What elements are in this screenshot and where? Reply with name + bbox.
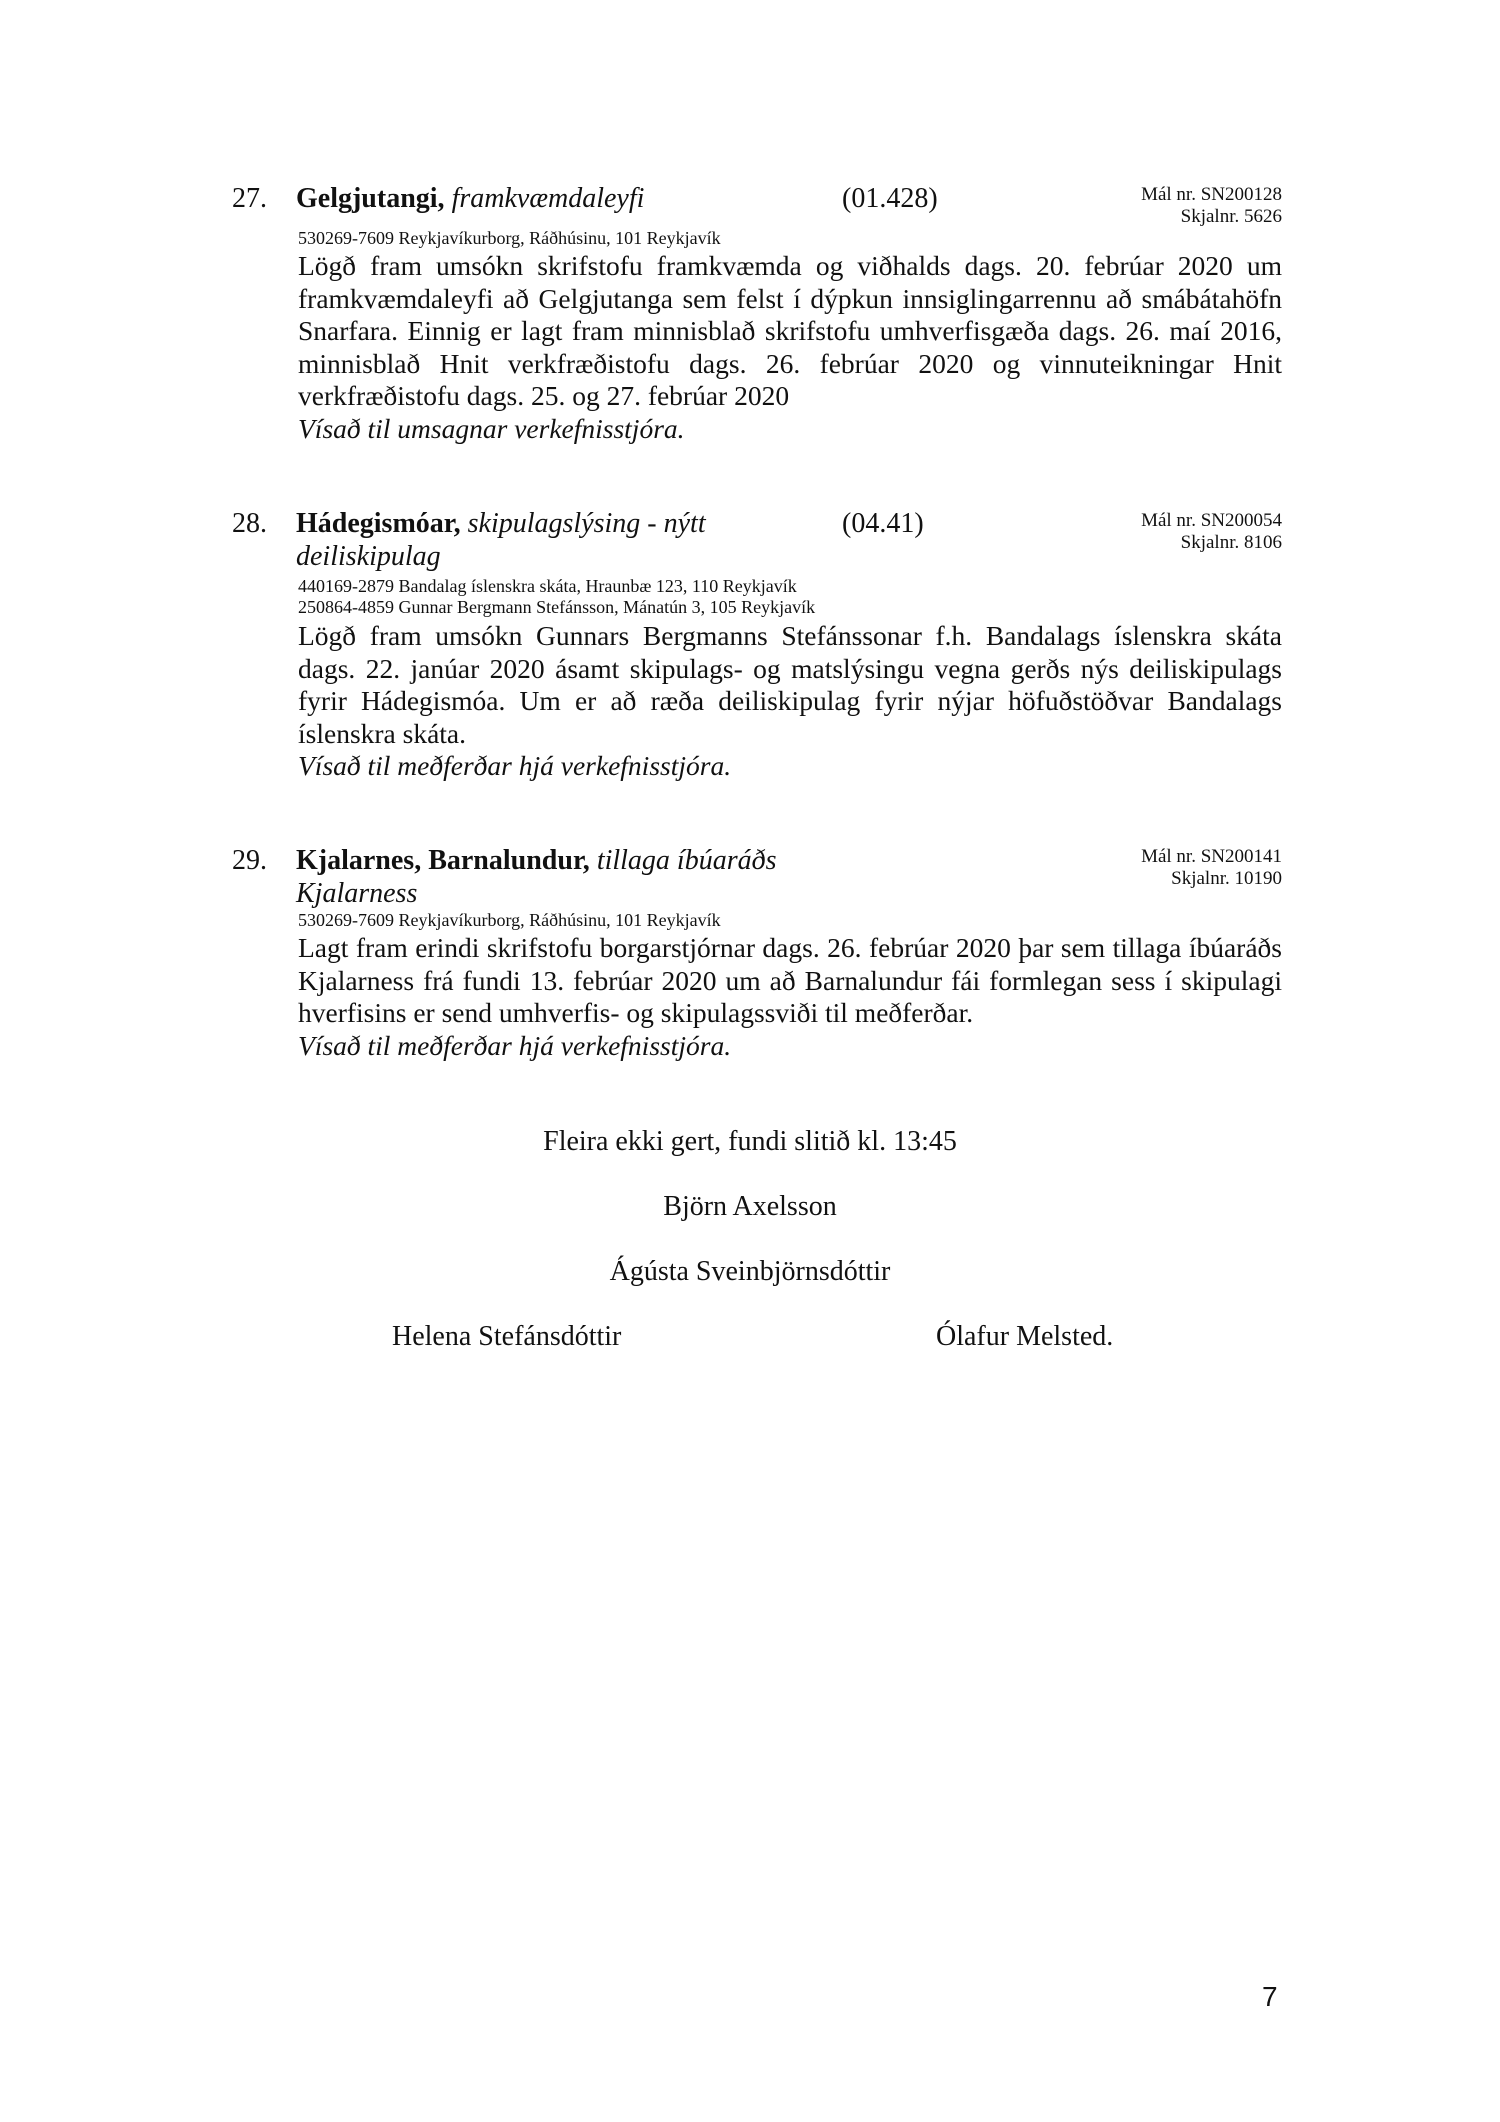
- item-body: [298, 620, 1282, 750]
- item-title: [296, 182, 716, 215]
- item-title: [296, 507, 716, 573]
- item-applicants: [298, 910, 721, 931]
- applicant: 250864-4859 Gunnar Bergmann Stefánsson, Mánatún 3, 105 Reykjavík: [298, 597, 816, 617]
- item-title-name: Gelgjutangi,: [296, 183, 445, 214]
- applicant: 530269-7609 Reykjavíkurborg, Ráðhúsinu, 101 Reykjavík: [298, 910, 721, 930]
- item-body: [298, 250, 1282, 413]
- item-verdict: Vísað til meðferðar hjá verkefnisstjóra.: [298, 750, 732, 781]
- item-verdict: Vísað til umsagnar verkefnisstjóra.: [298, 413, 685, 444]
- item-title-type: tillaga íbúaráðs Kjalarness: [296, 845, 777, 909]
- item-body-text: Lagt fram erindi skrifstofu borgarstjórnar dags. 26. febrúar 2020 þar sem tillaga íbúaráðs Kjalarness frá fundi 13. febrúar 2020 um að Barnalundur fái formlegan sess í skipulagi hverfisins er send umhverfis- og skipulagssviði til meðferðar.: [298, 932, 1282, 1028]
- item-body-text: Lögð fram umsókn skrifstofu framkvæmda og viðhalds dags. 20. febrúar 2020 um framkvæmdaleyfi að Gelgjutanga sem felst í dýpkun innsiglingarrennu að smábátahöfn Snarfara. Einnig er lagt fram minnisblað skrifstofu umhverfisgæða dags. 26. maí 2016, minnisblað Hnit verkfræðistofu dags. 26. febrúar 2020 og vinnuteikningar Hnit verkfræðistofu dags. 25. og 27. febrúar 2020: [298, 250, 1282, 411]
- item-applicants: [298, 228, 721, 249]
- item-title-name: Hádegismóar,: [296, 508, 461, 539]
- signature-1: Björn Axelsson: [663, 1191, 837, 1222]
- closing-statement: Fleira ekki gert, fundi slitið kl. 13:45: [543, 1126, 957, 1157]
- skjalnr: Skjalnr. 10190: [1171, 868, 1282, 889]
- page-number: 7: [1262, 1981, 1278, 2012]
- mal-nr: Mál nr. SN200054: [1141, 510, 1282, 531]
- applicant: 440169-2879 Bandalag íslenskra skáta, Hraunbæ 123, 110 Reykjavík: [298, 576, 797, 596]
- item-code: (04.41): [842, 508, 924, 539]
- item-refs: [1141, 184, 1282, 228]
- item-title: [296, 844, 816, 910]
- item-number: 28.: [232, 508, 267, 539]
- signature-right: Ólafur Melsted.: [936, 1321, 1114, 1352]
- item-title-type: framkvæmdaleyfi: [451, 183, 645, 214]
- mal-nr: Mál nr. SN200141: [1141, 846, 1282, 867]
- item-refs: [1141, 510, 1282, 554]
- item-title-name: Kjalarnes, Barnalundur,: [296, 845, 590, 876]
- item-title-type: skipulagslýsing - nýtt deiliskipulag: [296, 508, 706, 572]
- item-refs: [1141, 846, 1282, 890]
- item-verdict: Vísað til meðferðar hjá verkefnisstjóra.: [298, 1030, 732, 1061]
- item-body-text: Lögð fram umsókn Gunnars Bergmanns Stefánssonar f.h. Bandalags íslenskra skáta dags. 22. janúar 2020 ásamt skipulags- og matslýsingu vegna gerðs nýs deiliskipulags fyrir Hádegismóa. Um er að ræða deiliskipulag fyrir nýjar höfuðstöðvar Bandalags íslenskra skáta.: [298, 620, 1282, 749]
- mal-nr: Mál nr. SN200128: [1141, 184, 1282, 205]
- skjalnr: Skjalnr. 5626: [1180, 206, 1282, 227]
- signature-2: Ágústa Sveinbjörnsdóttir: [609, 1256, 891, 1287]
- skjalnr: Skjalnr. 8106: [1180, 532, 1282, 553]
- item-applicants: [298, 576, 815, 618]
- item-number: 29.: [232, 845, 267, 876]
- item-number: 27.: [232, 183, 267, 214]
- item-body: [298, 932, 1282, 1030]
- applicant: 530269-7609 Reykjavíkurborg, Ráðhúsinu, 101 Reykjavík: [298, 228, 721, 248]
- item-code: (01.428): [842, 183, 938, 214]
- signature-left: Helena Stefánsdóttir: [392, 1321, 622, 1352]
